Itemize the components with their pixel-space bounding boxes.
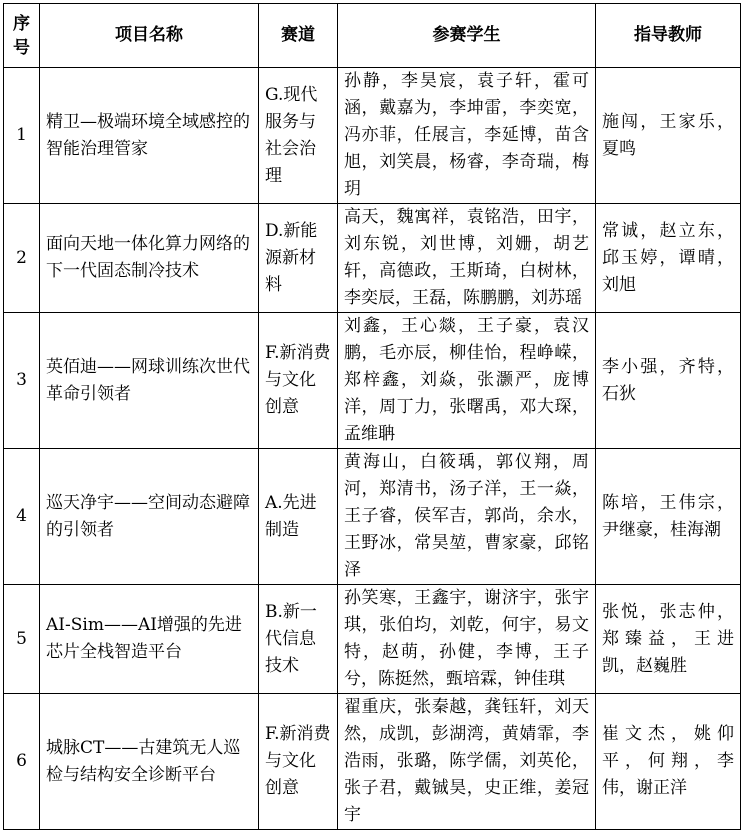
row-number: 3 <box>4 313 40 449</box>
header-row <box>4 4 741 68</box>
header-track: 赛道 <box>259 4 338 68</box>
project-students: 黄海山，白筱瑀，郭仪翔，周河，郑清书，汤子洋，王一焱，王子睿，侯军吉，郭尚，余水，王野冰，常昊堃，曹家豪，邱铭泽 <box>338 449 596 585</box>
row-number: 2 <box>4 204 40 313</box>
project-name: 精卫—极端环境全域感控的智能治理管家 <box>40 68 259 204</box>
header-seq: 序号 <box>4 4 40 68</box>
project-track: F.新消费与文化创意 <box>259 694 338 830</box>
table-row <box>4 449 741 585</box>
row-number: 4 <box>4 449 40 585</box>
project-students: 孙笑寒，王鑫宇，谢济宇，张宇琪，张伯均，刘乾，何宇，易文特，赵萌，孙健，李博，王子兮，陈挺然，甄培霖，钟佳琪 <box>338 585 596 694</box>
project-name: 面向天地一体化算力网络的下一代固态制冷技术 <box>40 204 259 313</box>
project-students: 高天，魏寓祥，袁铭浩，田宇，刘东锐，刘世博，刘姗，胡艺轩，高德政，王斯琦，白树林，李奕辰，王磊，陈鹏鹏，刘苏瑶 <box>338 204 596 313</box>
row-number: 1 <box>4 68 40 204</box>
project-name: 巡天净宇——空间动态避障的引领者 <box>40 449 259 585</box>
project-name: AI-Sim——AI增强的先进芯片全栈智造平台 <box>40 585 259 694</box>
project-track: A.先进制造 <box>259 449 338 585</box>
project-teachers: 陈培，王伟宗，尹继豪，桂海潮 <box>596 449 741 585</box>
project-teachers: 李小强，齐特，石狄 <box>596 313 741 449</box>
project-track: B.新一代信息技术 <box>259 585 338 694</box>
project-teachers: 崔文杰，姚仰平，何翔，李伟，谢正洋 <box>596 694 741 830</box>
row-number: 5 <box>4 585 40 694</box>
project-table <box>3 3 741 830</box>
project-name: 城脉CT——古建筑无人巡检与结构安全诊断平台 <box>40 694 259 830</box>
project-teachers: 常诚，赵立东，邱玉婷，谭晴，刘旭 <box>596 204 741 313</box>
project-students: 刘鑫，王心燚，王子豪，袁汉鹏，毛亦辰，柳佳怡，程峥嵘，郑梓鑫，刘焱，张灏严，庞博洋，周丁力，张曙禹，邓大琛，孟维聃 <box>338 313 596 449</box>
table-row <box>4 585 741 694</box>
project-students: 孙静，李昊宸，袁子轩，霍可涵，戴嘉为，李坤雷，李奕宽，冯亦菲，任展言，李延博，苗含旭，刘笑晨，杨睿，李奇瑞，梅玥 <box>338 68 596 204</box>
project-students: 翟重庆，张秦越，龚钰轩，刘天然，成凯，彭湖湾，黄婧霏，李浩雨，张璐，陈学儒，刘英伦，张子君，戴铖昊，史正维，姜冠宇 <box>338 694 596 830</box>
table-row <box>4 694 741 830</box>
project-track: G.现代服务与社会治理 <box>259 68 338 204</box>
row-number: 6 <box>4 694 40 830</box>
project-track: D.新能源新材料 <box>259 204 338 313</box>
header-teachers: 指导教师 <box>596 4 741 68</box>
header-students: 参赛学生 <box>338 4 596 68</box>
project-name: 英佰迪——网球训练次世代革命引领者 <box>40 313 259 449</box>
project-teachers: 施闯，王家乐，夏鸣 <box>596 68 741 204</box>
project-track: F.新消费与文化创意 <box>259 313 338 449</box>
table-row <box>4 313 741 449</box>
table-row <box>4 204 741 313</box>
table-row <box>4 68 741 204</box>
header-project-name: 项目名称 <box>40 4 259 68</box>
project-teachers: 张悦，张志仲，郑臻益，王进凯，赵巍胜 <box>596 585 741 694</box>
